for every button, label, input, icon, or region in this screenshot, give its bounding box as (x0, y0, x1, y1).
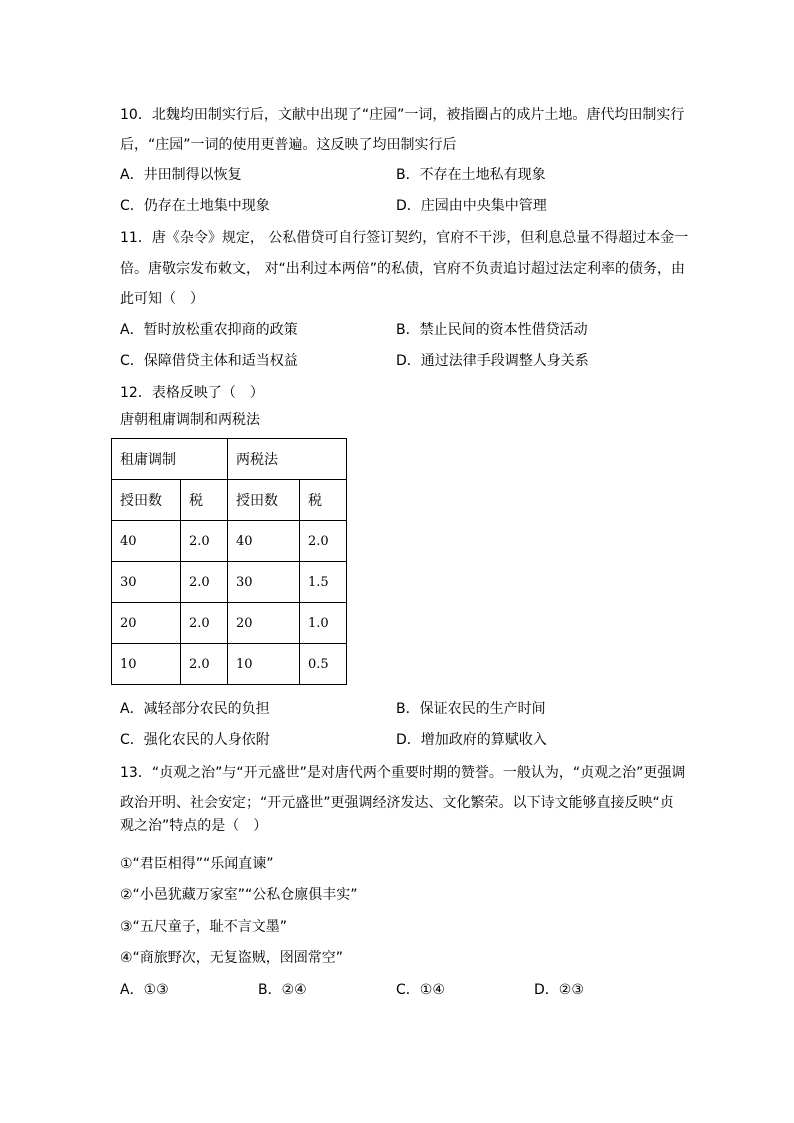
q13-item-1: ①“君臣相得”“乐闻直谏” (120, 856, 274, 872)
q12-option-b: B．保证农民的生产时间 (396, 701, 546, 717)
q11-option-d: D．通过法律手段调整人身关系 (396, 353, 589, 369)
table-cell: 2.0 (300, 521, 347, 562)
table-column-header: 税 (300, 480, 347, 521)
q13-option-b: B．②④ (258, 982, 307, 998)
q13-item-3: ③“五尺童子，耻不言文墨” (120, 919, 288, 935)
table-cell: 0.5 (300, 644, 347, 685)
table-cell: 2.0 (181, 644, 228, 685)
q11-stem-line-1: 11．唐《杂令》规定， 公私借贷可自行签订契约，官府不干涉，但利息总量不得超过本金一 (120, 230, 689, 246)
q13-stem-line-2: 政治开明、社会安定；“开元盛世”更强调经济发达、文化繁荣。以下诗文能够直接反映“贞 (120, 795, 674, 811)
table-group-header: 两税法 (228, 439, 347, 480)
q10-option-c: C．仍存在土地集中现象 (120, 198, 270, 214)
q11-option-a: A．暂时放松重农抑商的政策 (120, 322, 298, 338)
table-cell: 20 (112, 603, 181, 644)
q13-option-d: D．②③ (534, 982, 584, 998)
q10-option-d: D．庄园由中央集中管理 (396, 198, 547, 214)
table-row (112, 562, 347, 603)
q13-item-4: ④“商旅野次，无复盗贼，囹圄常空” (120, 950, 344, 966)
q12-stem: 12．表格反映了（ ） (120, 385, 264, 401)
q11-stem-line-2: 倍。唐敬宗发布敕文， 对“出利过本两倍”的私债，官府不负责追讨超过法定利率的债务，由 (120, 261, 685, 277)
q12-option-d: D．增加政府的算赋收入 (396, 732, 547, 748)
q10-stem-line-2: 后，“庄园”一词的使用更普遍。这反映了均田制实行后 (120, 137, 457, 153)
q13-item-2: ②“小邑犹藏万家室”“公私仓廪俱丰实” (120, 887, 358, 903)
q12-table-title: 唐朝租庸调制和两税法 (120, 412, 260, 428)
table-cell: 2.0 (181, 603, 228, 644)
q12-option-a: A．减轻部分农民的负担 (120, 701, 270, 717)
table-column-header: 税 (181, 480, 228, 521)
q11-option-b: B．禁止民间的资本性借贷活动 (396, 322, 588, 338)
q13-stem-line-1: 13．“贞观之治”与“开元盛世”是对唐代两个重要时期的赞誉。一般认为，“贞观之治”更强调 (120, 765, 686, 781)
table-cell: 1.5 (300, 562, 347, 603)
table-cell: 20 (228, 603, 300, 644)
table-cell: 10 (112, 644, 181, 685)
table-group-header: 租庸调制 (112, 439, 228, 480)
table-subheader-row (112, 480, 347, 521)
q10-stem-line-1: 10．北魏均田制实行后，文献中出现了“庄园”一词，被指圈占的成片土地。唐代均田制实行 (120, 107, 685, 123)
table-cell: 40 (112, 521, 181, 562)
table-header-row (112, 439, 347, 480)
q10-option-a: A．井田制得以恢复 (120, 167, 242, 183)
table-row (112, 521, 347, 562)
q10-option-b: B．不存在土地私有现象 (396, 167, 546, 183)
table-row (112, 603, 347, 644)
table-cell: 2.0 (181, 521, 228, 562)
table-cell: 10 (228, 644, 300, 685)
table-cell: 40 (228, 521, 300, 562)
q13-option-a: A．①③ (120, 982, 169, 998)
q13-stem-line-3: 观之治”特点的是（ ） (120, 818, 268, 834)
q11-stem-line-3: 此可知（ ） (120, 291, 204, 307)
table-cell: 1.0 (300, 603, 347, 644)
table-cell: 30 (228, 562, 300, 603)
table-row (112, 644, 347, 685)
tax-comparison-table (111, 438, 347, 685)
table-column-header: 授田数 (228, 480, 300, 521)
table-cell: 2.0 (181, 562, 228, 603)
q11-option-c: C．保障借贷主体和适当权益 (120, 353, 298, 369)
q13-option-c: C．①④ (396, 982, 445, 998)
table-cell: 30 (112, 562, 181, 603)
table-column-header: 授田数 (112, 480, 181, 521)
q12-option-c: C．强化农民的人身依附 (120, 732, 270, 748)
